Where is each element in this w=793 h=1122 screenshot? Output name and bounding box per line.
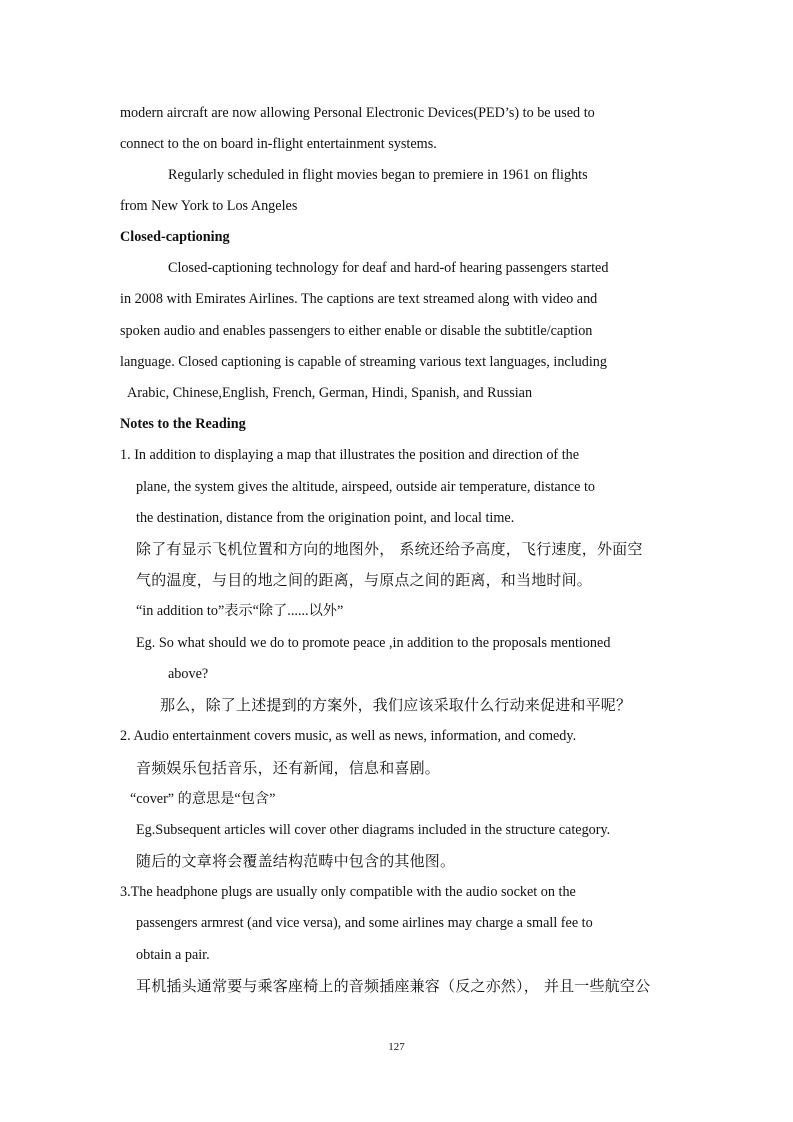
note-line: passengers armrest (and vice versa), and some airlines may charge a small fee to	[136, 915, 593, 931]
note-line: 1. In addition to displaying a map that illustrates the position and direction of the	[120, 447, 580, 463]
note-line: 3.The headphone plugs are usually only compatible with the audio socket on the	[120, 884, 576, 900]
text-line: connect to the on board in-flight entertainment systems.	[120, 136, 437, 152]
section-heading: Notes to the Reading	[120, 416, 246, 432]
text-line: modern aircraft are now allowing Personal Electronic Devices(PED’s) to be used to	[120, 105, 595, 121]
note-line: 2. Audio entertainment covers music, as well as news, information, and comedy.	[120, 728, 577, 744]
chinese-translation-line: 随后的文章将会覆盖结构范畴中包含的其他图。	[136, 852, 456, 870]
text-line: Arabic, Chinese,English, French, German, Hindi, Spanish, and Russian	[127, 385, 533, 401]
note-line: “cover” 的意思是“包含”	[130, 791, 276, 807]
note-line: “in addition to”表示“除了......以外”	[136, 603, 344, 619]
section-heading: Closed-captioning	[120, 229, 230, 245]
chinese-translation-line: 气的温度，与目的地之间的距离，与原点之间的距离，和当地时间。	[136, 571, 593, 589]
chinese-translation-line: 耳机插头通常要与乘客座椅上的音频插座兼容（反之亦然）， 并且一些航空公	[136, 977, 651, 995]
note-line: the destination, distance from the origination point, and local time.	[136, 510, 515, 526]
text-line: language. Closed captioning is capable of streaming various text languages, including	[120, 354, 607, 370]
page-number: 127	[388, 1041, 405, 1053]
text-line: in 2008 with Emirates Airlines. The captions are text streamed along with video and	[120, 291, 598, 307]
chinese-translation-line: 那么，除了上述提到的方案外，我们应该采取什么行动来促进和平呢？	[160, 696, 632, 714]
text-line: spoken audio and enables passengers to either enable or disable the subtitle/caption	[120, 323, 593, 339]
example-line: Eg. So what should we do to promote peace ,in addition to the proposals mentioned	[136, 635, 611, 651]
example-line: above?	[168, 666, 209, 682]
chinese-translation-line: 音频娱乐包括音乐，还有新闻，信息和喜剧。	[136, 759, 441, 777]
text-line: Regularly scheduled in flight movies began to premiere in 1961 on flights	[168, 167, 588, 183]
chinese-translation-line: 除了有显示飞机位置和方向的地图外， 系统还给予高度，飞行速度，外面空	[136, 540, 643, 558]
text-line: Closed-captioning technology for deaf and hard-of hearing passengers started	[168, 260, 609, 276]
text-line: from New York to Los Angeles	[120, 198, 298, 214]
note-line: plane, the system gives the altitude, airspeed, outside air temperature, distance to	[136, 479, 595, 495]
note-line: obtain a pair.	[136, 947, 210, 963]
example-line: Eg.Subsequent articles will cover other diagrams included in the structure category.	[136, 822, 611, 838]
